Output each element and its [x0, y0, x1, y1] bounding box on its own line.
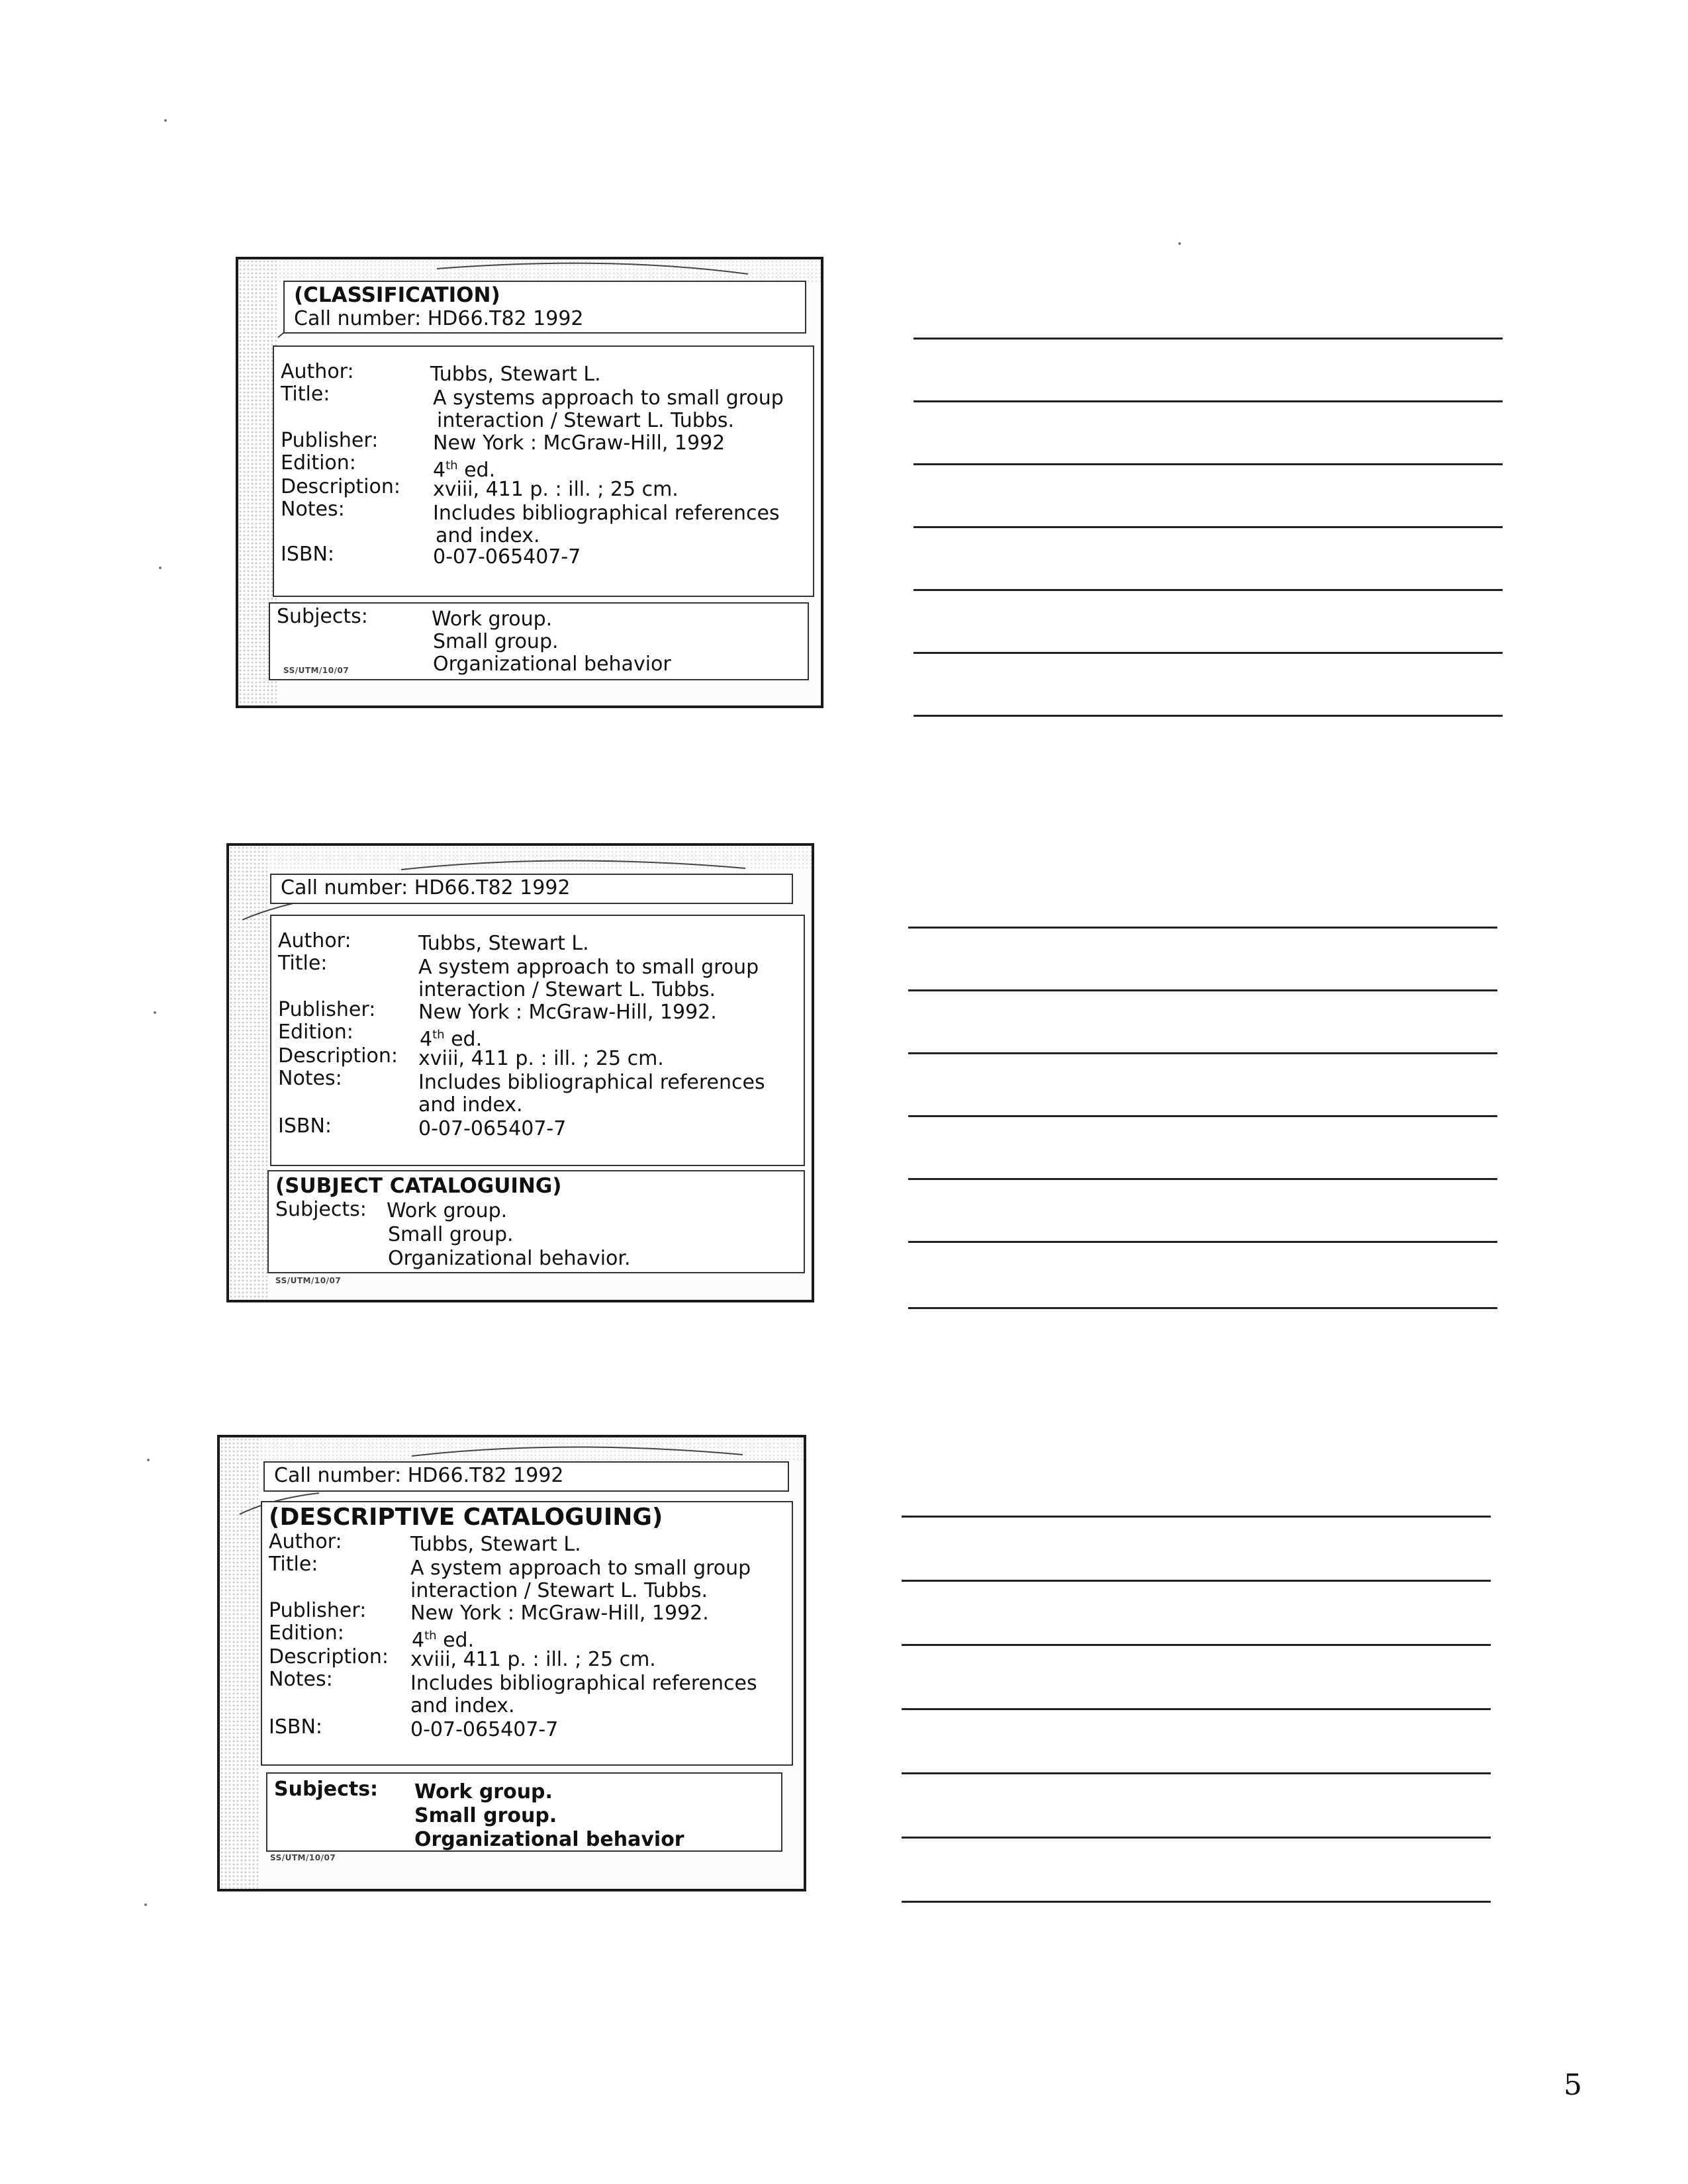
description-value: xviii, 411 p. : ill. ; 25 cm.: [433, 478, 679, 501]
slide-subject-cataloguing: [226, 843, 814, 1302]
subject-item: Small group.: [433, 630, 559, 653]
subjects-box: [267, 1170, 805, 1273]
notes-value-1: Includes bibliographical references: [418, 1071, 765, 1094]
edition-number: 4: [420, 1028, 433, 1051]
author-value: Tubbs, Stewart L.: [430, 363, 601, 386]
subject-item: Organizational behavior: [433, 653, 671, 676]
note-line: [908, 1178, 1497, 1180]
description-value: xviii, 411 p. : ill. ; 25 cm.: [410, 1648, 656, 1671]
edition-number: 4: [412, 1629, 425, 1652]
call-number-value: HD66.T82 1992: [407, 1464, 564, 1487]
isbn-label: ISBN:: [281, 543, 335, 566]
note-line: [914, 526, 1503, 528]
description-label: Description:: [278, 1044, 398, 1068]
note-line: [908, 1241, 1497, 1243]
author-label: Author:: [269, 1530, 342, 1553]
edition-superscript: th: [445, 459, 458, 473]
page-number: 5: [1564, 2068, 1582, 2102]
scan-speck: [164, 119, 167, 122]
note-line: [914, 400, 1503, 402]
title-value-1: A systems approach to small group: [433, 387, 784, 410]
slide-descriptive-cataloguing: [217, 1435, 806, 1891]
notes-label: Notes:: [269, 1668, 333, 1691]
publisher-label: Publisher:: [278, 998, 376, 1021]
edition-label: Edition:: [269, 1621, 344, 1645]
publisher-value: New York : McGraw-Hill, 1992.: [410, 1602, 709, 1625]
notes-value-1: Includes bibliographical references: [410, 1672, 757, 1695]
edition-label: Edition:: [281, 451, 356, 475]
title-label: Title:: [278, 952, 328, 975]
subjects-label: Subjects:: [274, 1778, 379, 1801]
scan-speck: [144, 1903, 147, 1906]
isbn-value: 0-07-065407-7: [410, 1718, 559, 1741]
section-heading: (DESCRIPTIVE CATALOGUING): [269, 1504, 663, 1531]
publisher-label: Publisher:: [281, 429, 379, 452]
footer-code: SS/UTM/10/07: [275, 1276, 342, 1285]
note-line: [902, 1516, 1491, 1518]
title-label: Title:: [269, 1553, 318, 1576]
record-box: [261, 1501, 793, 1766]
notes-value-1: Includes bibliographical references: [433, 502, 780, 525]
isbn-value: 0-07-065407-7: [418, 1117, 567, 1140]
call-number-line: [294, 307, 796, 331]
isbn-value: 0-07-065407-7: [433, 545, 581, 569]
note-line: [902, 1901, 1491, 1903]
subject-item: Work group.: [414, 1780, 553, 1803]
note-line: [902, 1580, 1491, 1582]
title-value-1: A system approach to small group: [410, 1557, 751, 1580]
footer-code: SS/UTM/10/07: [270, 1853, 336, 1862]
note-line: [914, 589, 1503, 591]
scan-speck: [159, 567, 162, 569]
edition-suffix: ed.: [457, 459, 496, 482]
description-label: Description:: [281, 475, 400, 498]
title-value-2: interaction / Stewart L. Tubbs.: [410, 1579, 708, 1602]
description-label: Description:: [269, 1645, 389, 1668]
note-line: [914, 463, 1503, 465]
note-line: [902, 1708, 1491, 1710]
subjects-box: [266, 1772, 782, 1852]
note-line: [908, 1052, 1497, 1054]
subjects-label: Subjects:: [275, 1198, 367, 1221]
author-label: Author:: [278, 929, 352, 952]
edition-label: Edition:: [278, 1021, 353, 1044]
author-value: Tubbs, Stewart L.: [410, 1533, 581, 1556]
edition-suffix: ed.: [444, 1028, 483, 1051]
note-line: [908, 1115, 1497, 1117]
note-line: [902, 1837, 1491, 1839]
notes-label: Notes:: [278, 1067, 342, 1090]
note-line: [908, 1307, 1497, 1309]
slide-classification: [236, 257, 823, 708]
author-value: Tubbs, Stewart L.: [418, 932, 589, 955]
section-heading: (CLASSIFICATION): [294, 283, 500, 307]
note-line: [908, 989, 1497, 991]
notes-label: Notes:: [281, 498, 345, 521]
notes-value-2: and index.: [418, 1093, 523, 1116]
title-label: Title:: [281, 383, 330, 406]
call-number-label: Call number:: [274, 1464, 402, 1487]
isbn-label: ISBN:: [278, 1115, 332, 1138]
subjects-box: [269, 602, 809, 680]
call-number-box: [263, 1461, 789, 1492]
call-number-label: Call number:: [281, 876, 408, 899]
edition-number: 4: [433, 459, 446, 482]
note-line: [914, 338, 1503, 340]
description-value: xviii, 411 p. : ill. ; 25 cm.: [418, 1047, 664, 1070]
call-number-value: HD66.T82 1992: [427, 307, 584, 330]
title-value-1: A system approach to small group: [418, 956, 759, 979]
call-number-label: Call number:: [294, 307, 422, 330]
scan-speck: [1178, 242, 1181, 245]
subject-item: Work group.: [432, 608, 553, 631]
section-heading: (SUBJECT CATALOGUING): [275, 1174, 562, 1198]
subject-item: Small group.: [388, 1223, 514, 1246]
notes-value-2: and index.: [436, 524, 540, 547]
record-box: [270, 915, 805, 1166]
subjects-label: Subjects:: [277, 605, 368, 628]
subject-item: Work group.: [387, 1199, 508, 1222]
title-value-2: interaction / Stewart L. Tubbs.: [418, 978, 716, 1001]
title-value-2: interaction / Stewart L. Tubbs.: [437, 409, 735, 432]
note-line: [914, 715, 1503, 717]
call-number-box: [270, 874, 793, 904]
note-line: [902, 1644, 1491, 1646]
record-box: [273, 345, 814, 597]
edition-suffix: ed.: [436, 1629, 475, 1652]
publisher-label: Publisher:: [269, 1599, 367, 1622]
call-number-box: [283, 281, 806, 334]
scan-speck: [147, 1459, 150, 1461]
isbn-label: ISBN:: [269, 1715, 323, 1739]
subject-item: Small group.: [414, 1804, 557, 1827]
subject-item: Organizational behavior: [414, 1828, 684, 1851]
edition-superscript: th: [432, 1028, 445, 1042]
scan-speck: [154, 1011, 156, 1014]
publisher-value: New York : McGraw-Hill, 1992.: [418, 1001, 717, 1024]
author-label: Author:: [281, 360, 354, 383]
publisher-value: New York : McGraw-Hill, 1992: [433, 432, 726, 455]
note-line: [914, 652, 1503, 654]
edition-superscript: th: [424, 1629, 437, 1643]
note-line: [902, 1772, 1491, 1774]
subject-item: Organizational behavior.: [388, 1247, 631, 1270]
footer-code: SS/UTM/10/07: [283, 666, 350, 675]
note-line: [908, 927, 1497, 929]
call-number-value: HD66.T82 1992: [414, 876, 571, 899]
notes-value-2: and index.: [410, 1694, 515, 1717]
